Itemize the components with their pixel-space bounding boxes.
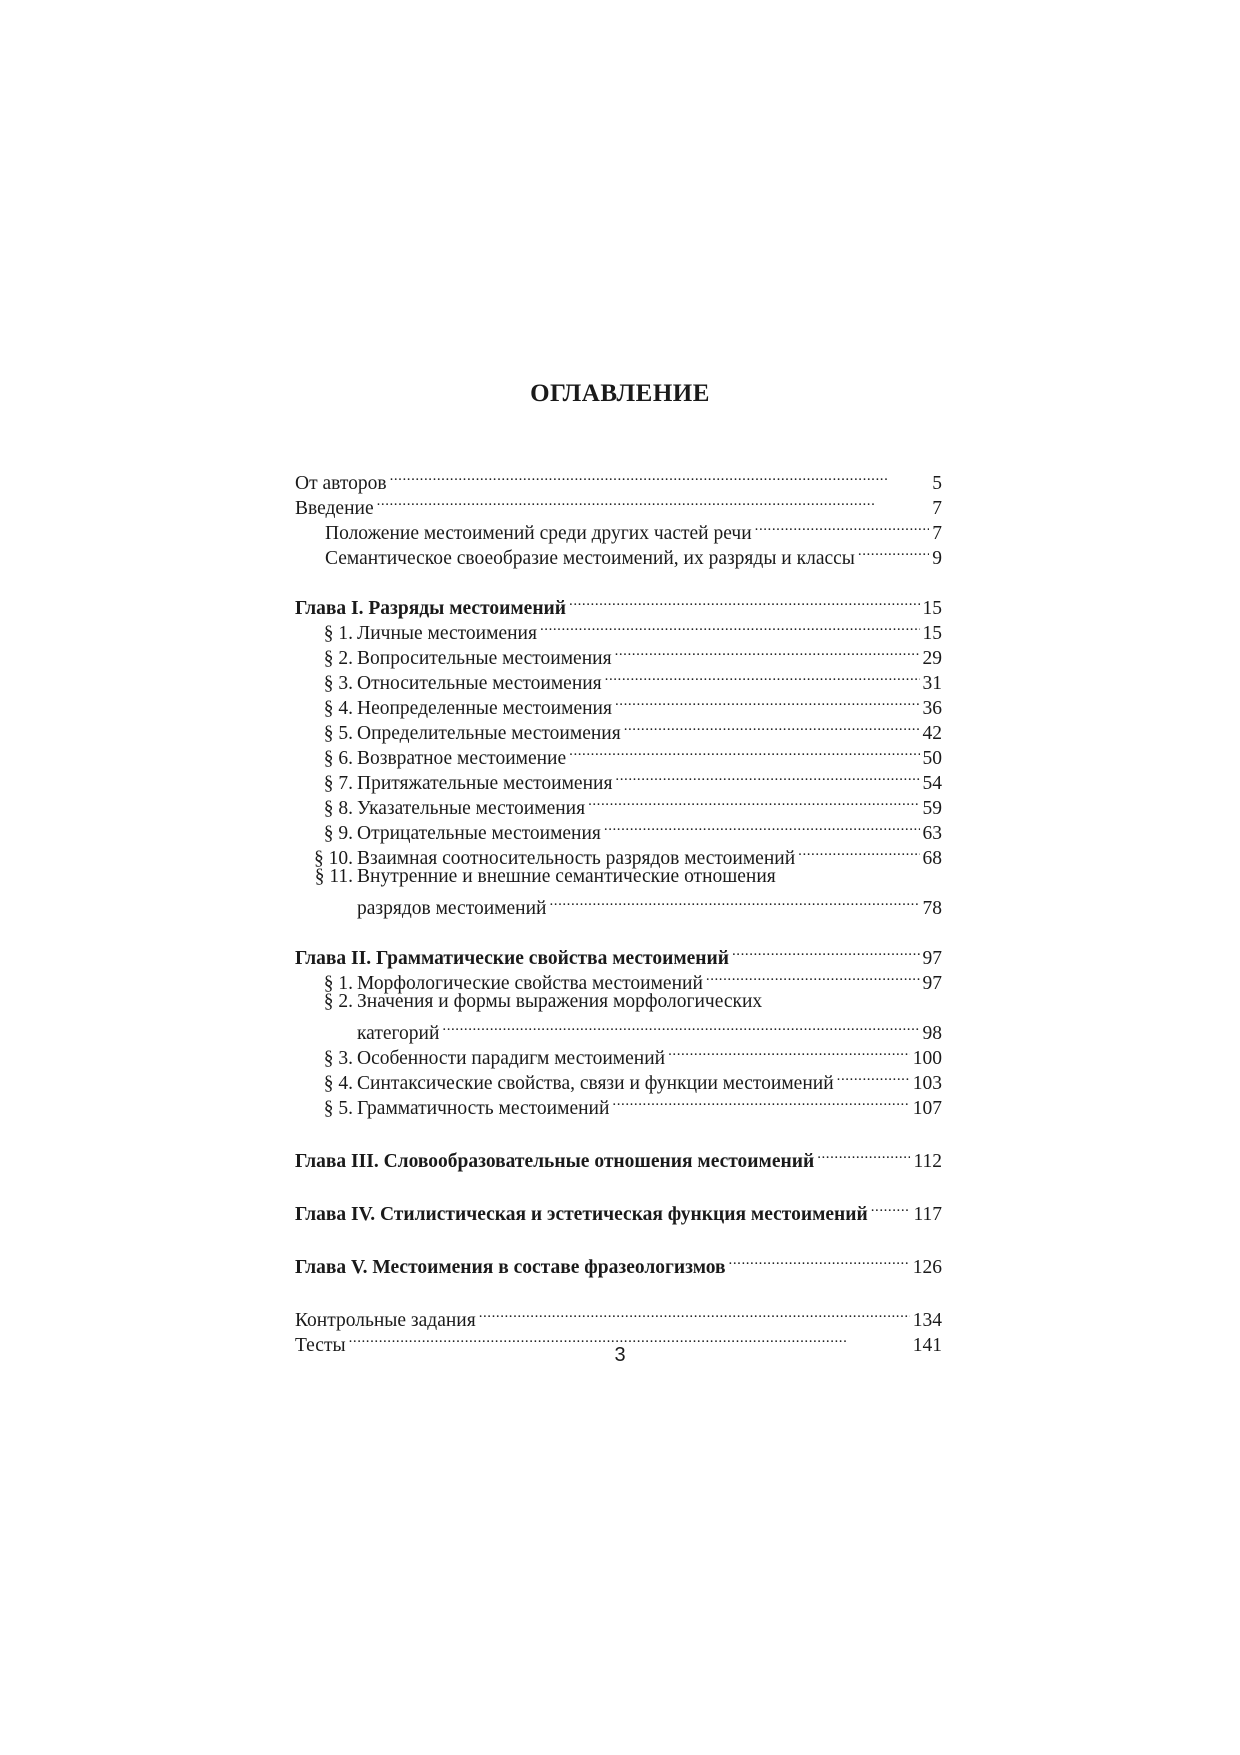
section-page: 103 [912, 1073, 942, 1094]
toc-entry-label: Контрольные задания [295, 1310, 476, 1331]
section-label: Возвратное местоимение [357, 748, 567, 769]
toc-section-ch1-11[interactable] [295, 864, 942, 889]
section-page: 42 [922, 723, 942, 744]
leader-dots [442, 1014, 919, 1039]
section-page: 97 [922, 973, 942, 994]
section-number: § 9. [323, 823, 353, 844]
toc-section-ch2-2[interactable] [295, 989, 942, 1014]
toc-entry-intro-position[interactable] [295, 514, 942, 544]
section-label: Внутренние и внешние семантические отношения [357, 866, 776, 887]
section-label: Определительные местоимения [357, 723, 621, 744]
chapter-label: Глава I. Разряды местоимений [295, 598, 567, 619]
section-page: 15 [922, 623, 942, 644]
toc-entry-control-tasks[interactable] [295, 1301, 942, 1331]
section-page: 29 [922, 648, 942, 669]
toc-entry-from-authors[interactable] [295, 464, 942, 494]
leader-dots [605, 664, 920, 689]
section-label: Значения и формы выражения морфологических [357, 991, 763, 1012]
leader-dots [615, 639, 920, 664]
section-label-wrap [295, 1096, 609, 1121]
section-number: § 2. [323, 648, 353, 669]
section-label: Грамматичность местоимений [357, 1098, 610, 1119]
section-number: § 4. [323, 698, 353, 719]
section-label-wrap [295, 696, 612, 721]
leader-dots [668, 1039, 910, 1064]
section-label: Взаимная соотносительность разрядов местоимений [357, 848, 796, 869]
section-number: § 10. [314, 848, 353, 869]
section-number: § 1. [323, 973, 353, 994]
section-page: 31 [922, 673, 942, 694]
section-label: Неопределенные местоимения [357, 698, 612, 719]
table-of-contents [295, 464, 942, 1356]
section-label-wrap [295, 671, 602, 696]
section-label-wrap [295, 771, 612, 796]
page-number: 3 [614, 1344, 626, 1366]
section-number: § 8. [323, 798, 353, 819]
section-label: Притяжательные местоимения [357, 773, 613, 794]
toc-entry-page: 141 [912, 1335, 942, 1356]
toc-section-ch2-2-cont[interactable] [295, 1014, 942, 1044]
chapter-label: Глава III. Словообразовательные отношения местоимений [295, 1151, 815, 1172]
section-label: Относительные местоимения [357, 673, 602, 694]
toc-entry-label: Тесты [295, 1335, 346, 1356]
toc-entry-label: Положение местоимений среди других частей речи [325, 523, 752, 544]
toc-entry-page: 5 [932, 473, 942, 494]
page-title: ОГЛАВЛЕНИЕ [530, 380, 710, 407]
section-label: Отрицательные местоимения [357, 823, 601, 844]
section-label: Синтаксические свойства, связи и функции местоимений [357, 1073, 834, 1094]
leader-dots [858, 539, 929, 564]
section-label: Особенности парадигм местоимений [357, 1048, 666, 1069]
leader-dots [755, 514, 930, 539]
leader-dots [588, 789, 919, 814]
section-label-wrap [295, 821, 601, 846]
section-page: 78 [922, 898, 942, 919]
leader-dots [615, 689, 920, 714]
chapter-page: 97 [922, 948, 942, 969]
toc-entry-introduction[interactable] [295, 489, 942, 519]
toc-entry-page: 9 [932, 548, 942, 569]
toc-section-ch1-11-cont[interactable] [295, 889, 942, 919]
section-label: Личные местоимения [357, 623, 537, 644]
section-number: § 1. [323, 623, 353, 644]
toc-entry-page: 7 [932, 498, 942, 519]
section-page: 54 [922, 773, 942, 794]
section-label-wrap [295, 989, 762, 1014]
section-number: § 4. [323, 1073, 353, 1094]
toc-entry-page: 7 [932, 523, 942, 544]
leader-dots [604, 814, 920, 839]
toc-entry-page: 134 [912, 1310, 942, 1331]
section-number: § 11. [314, 866, 353, 887]
toc-chapter-3[interactable] [295, 1142, 942, 1172]
leader-dots [549, 889, 919, 914]
leader-dots [624, 714, 920, 739]
section-page: 98 [922, 1023, 942, 1044]
leader-dots [479, 1301, 910, 1326]
section-label-wrap [295, 646, 612, 671]
leader-dots [729, 1248, 910, 1273]
section-number: § 6. [323, 748, 353, 769]
chapter-page: 15 [922, 598, 942, 619]
section-number: § 3. [323, 673, 353, 694]
leader-dots [798, 839, 919, 864]
section-page: 107 [912, 1098, 942, 1119]
leader-dots [817, 1142, 910, 1167]
section-label: Морфологические свойства местоимений [357, 973, 703, 994]
chapter-page: 126 [912, 1257, 942, 1278]
toc-chapter-2[interactable] [295, 939, 942, 969]
toc-chapter-4[interactable] [295, 1195, 942, 1225]
section-label-wrap [295, 796, 585, 821]
leader-dots [837, 1064, 910, 1089]
section-number: § 5. [323, 1098, 353, 1119]
chapter-label: Глава V. Местоимения в составе фразеологизмов [295, 1257, 726, 1278]
toc-entry-label: Семантическое своеобразие местоимений, их разряды и классы [325, 548, 855, 569]
leader-dots [377, 489, 930, 514]
section-number: § 2. [323, 991, 353, 1012]
section-label-wrap [295, 621, 537, 646]
section-page: 100 [912, 1048, 942, 1069]
section-label: Указательные местоимения [357, 798, 586, 819]
section-label-continued: категорий [357, 1023, 440, 1044]
section-page: 68 [922, 848, 942, 869]
toc-entry-label: Введение [295, 498, 374, 519]
chapter-label: Глава IV. Стилистическая и эстетическая функция местоимений [295, 1204, 868, 1225]
chapter-page: 112 [913, 1151, 942, 1172]
leader-dots [569, 589, 919, 614]
leader-dots [615, 764, 919, 789]
section-number: § 3. [323, 1048, 353, 1069]
section-page: 50 [922, 748, 942, 769]
section-number: § 7. [323, 773, 353, 794]
leader-dots [390, 464, 930, 489]
leader-dots [871, 1195, 911, 1220]
section-label-wrap [295, 746, 566, 771]
toc-chapter-5[interactable] [295, 1248, 942, 1278]
chapter-page: 117 [913, 1204, 942, 1225]
leader-dots [706, 964, 920, 989]
chapter-label: Глава II. Грамматические свойства местоимений [295, 948, 729, 969]
section-label-wrap [295, 1046, 665, 1071]
section-page: 36 [922, 698, 942, 719]
toc-chapter-1[interactable] [295, 589, 942, 619]
section-page: 63 [922, 823, 942, 844]
section-label: Вопросительные местоимения [357, 648, 612, 669]
leader-dots [732, 939, 920, 964]
section-label-continued: разрядов местоимений [357, 898, 547, 919]
toc-entry-label: От авторов [295, 473, 387, 494]
leader-dots [569, 739, 919, 764]
section-page: 59 [922, 798, 942, 819]
section-label-wrap [295, 864, 776, 889]
section-number: § 5. [323, 723, 353, 744]
leader-dots [540, 614, 920, 639]
leader-dots [612, 1089, 909, 1114]
